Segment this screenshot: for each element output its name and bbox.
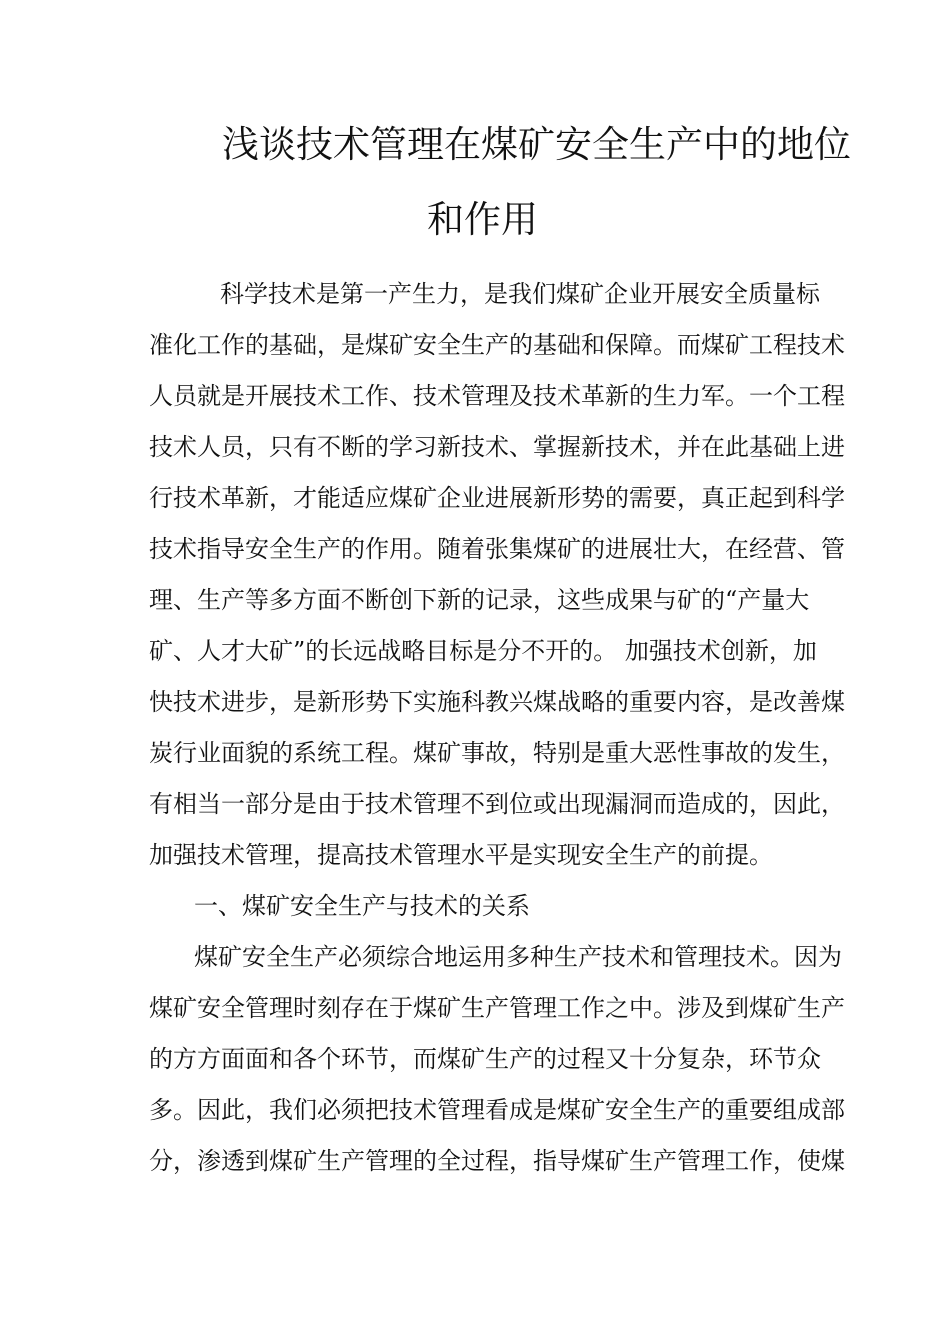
document-title-line-1: 浅谈技术管理在煤矿安全生产中的地位 bbox=[222, 123, 851, 166]
body-line-1: 科学技术是第一产生力，是我们煤矿企业开展安全质量标 bbox=[220, 280, 820, 308]
body-line-7: 理、生产等多方面不断创下新的记录，这些成果与矿的“产量大 bbox=[149, 586, 810, 614]
body-line-13: 煤矿安全生产必须综合地运用多种生产技术和管理技术。因为 bbox=[194, 943, 842, 971]
body-line-14: 煤矿安全管理时刻存在于煤矿生产管理工作之中。涉及到煤矿生产 bbox=[149, 994, 845, 1022]
body-line-8: 矿、人才大矿”的长远战略目标是分不开的。 加强技术创新，加 bbox=[149, 637, 817, 665]
body-line-4: 技术人员，只有不断的学习新技术、掌握新技术，并在此基础上进 bbox=[149, 433, 845, 461]
body-line-5: 行技术革新，才能适应煤矿企业进展新形势的需要，真正起到科学 bbox=[149, 484, 845, 512]
body-line-6: 技术指导安全生产的作用。随着张集煤矿的进展壮大，在经营、管 bbox=[149, 535, 845, 563]
body-line-3: 人员就是开展技术工作、技术管理及技术革新的生力军。一个工程 bbox=[149, 382, 845, 410]
body-line-16: 多。因此，我们必须把技术管理看成是煤矿安全生产的重要组成部 bbox=[149, 1096, 845, 1124]
body-line-12: 加强技术管理，提高技术管理水平是实现安全生产的前提。 bbox=[149, 841, 773, 869]
body-line-15: 的方方面面和各个环节，而煤矿生产的过程又十分复杂，环节众 bbox=[149, 1045, 821, 1073]
body-line-10: 炭行业面貌的系统工程。煤矿事故，特别是重大恶性事故的发生， bbox=[149, 739, 845, 767]
body-line-11: 有相当一部分是由于技术管理不到位或出现漏洞而造成的，因此， bbox=[149, 790, 845, 818]
body-line-2: 准化工作的基础，是煤矿安全生产的基础和保障。而煤矿工程技术 bbox=[149, 331, 845, 359]
section-heading-1: 一、煤矿安全生产与技术的关系 bbox=[194, 892, 530, 920]
body-line-17: 分，渗透到煤矿生产管理的全过程，指导煤矿生产管理工作，使煤 bbox=[149, 1147, 845, 1175]
document-title-line-2: 和作用 bbox=[427, 198, 538, 241]
body-line-9: 快技术进步，是新形势下实施科教兴煤战略的重要内容，是改善煤 bbox=[149, 688, 845, 716]
